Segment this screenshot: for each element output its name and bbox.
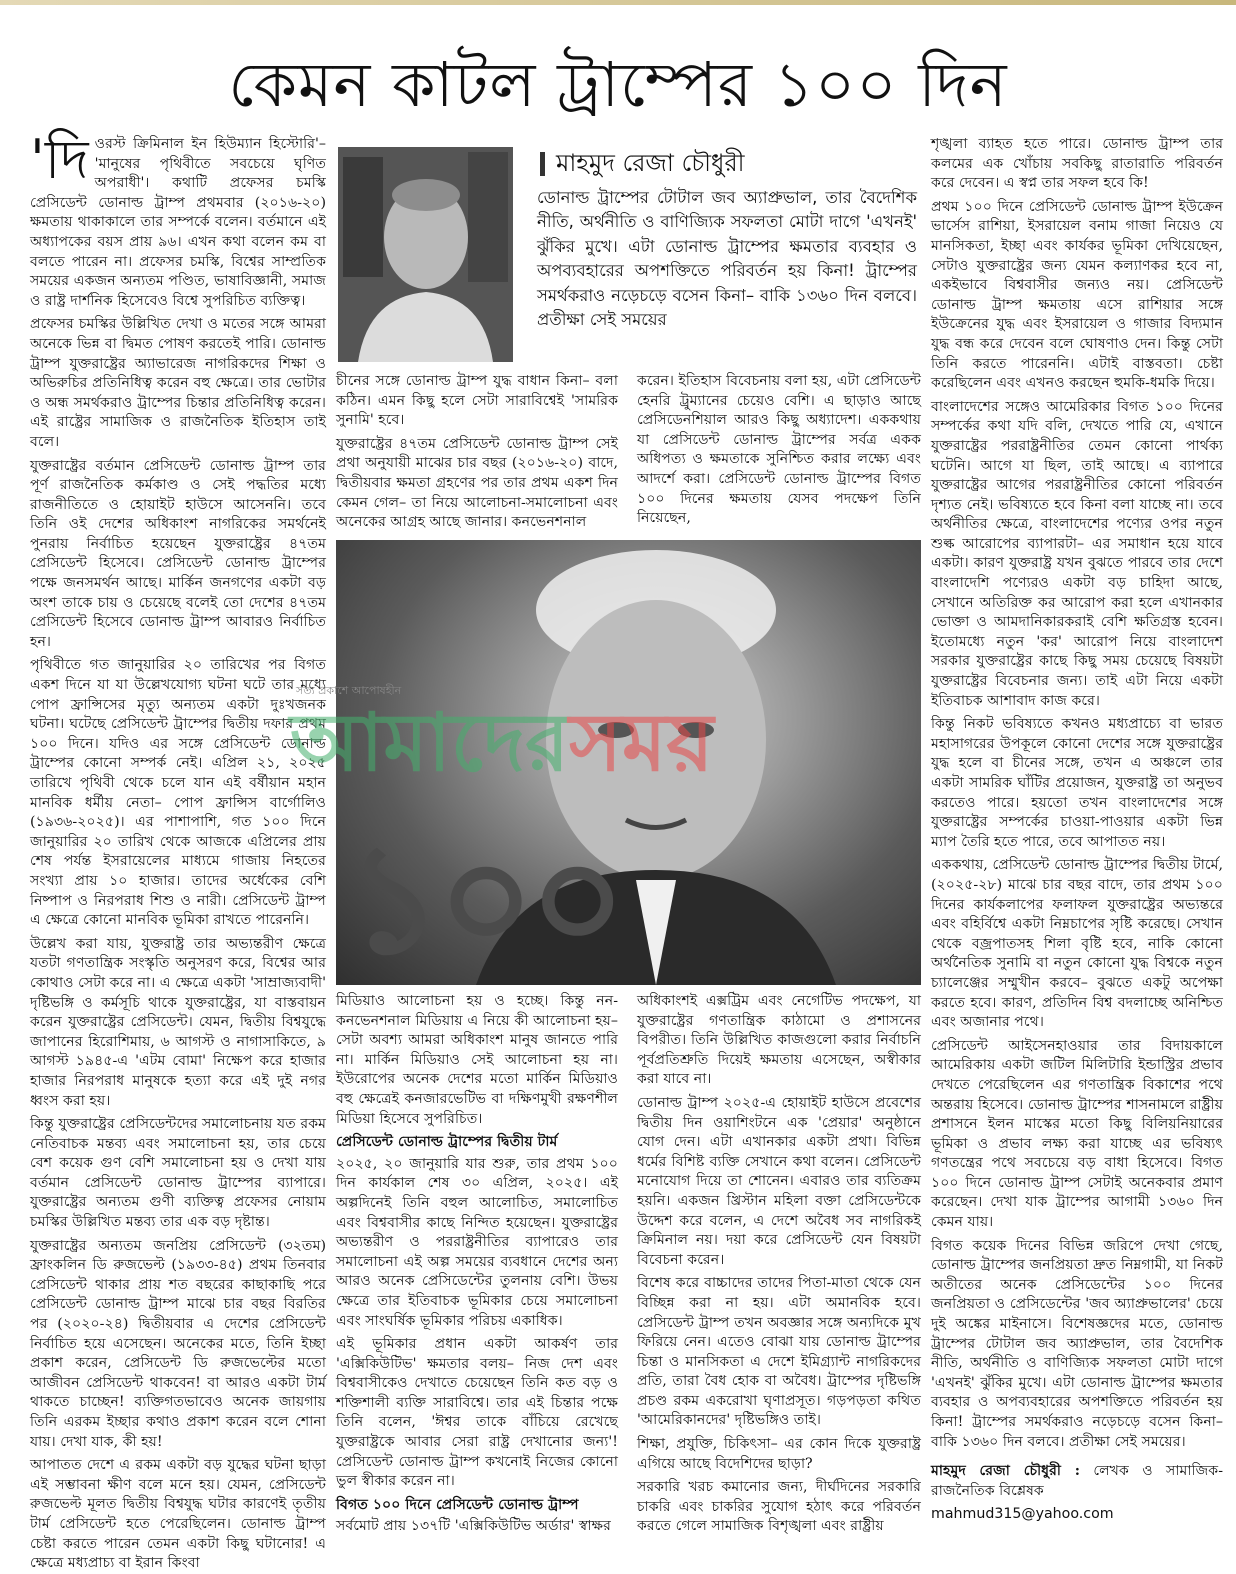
paragraph: বাংলাদেশের সঙ্গেও আমেরিকার বিগত ১০০ দিনের সম্পর্কের কথা যদি বলি, দেখতে পারি যে, এখানে যুক্তরাষ্ট্রের পররাষ্ট্রনীতির তেমন কোনো পার্থক্য ঘটেনি। আগে যা ছিল, তাই আছে। এ ব্যাপারে যুক্তরাষ্ট্রের আগের পররাষ্ট্রনীতির কোনো পরিবর্তন দৃশ্যত নেই। ভবিষ্যতে হবে কিনা বলা যাচ্ছে না। তবে অর্থনীতির ক্ষেত্রে, বাংলাদেশের পণ্যের ওপর নতুন শুল্ক আরোপের ব্যাপারটা– এর সমাধান হয়ে যাবে একটা। কারণ যুক্তরাষ্ট্র যখন বুঝতে পারবে তার দেশে বাংলাদেশি পণ্যেরও একটা বড় চাহিদা আছে, সেখানে অতিরিক্ত কর আরোপ করা হলে এখানকার ভোক্তা ও আমদানিকারকরাই বেশি ক্ষতিগ্রস্ত হবেন। ইতোমধ্যে নতুন 'কর' আরোপ নিয়ে বাংলাদেশ সরকার যুক্তরাষ্ট্রের কাছে কিছু সময় চেয়েছে বিষয়টা যুক্তরাষ্ট্রের বিবেচনার জন্য। তাই এটা নিয়ে একটা ইতিবাচক আশাবাদ কাজ করে। (931, 398, 1223, 709)
article-column-3-bottom (637, 992, 921, 1535)
paragraph: এককথায়, প্রেসিডেন্ট ডোনাল্ড ট্রাম্পের দ্বিতীয় টার্মে, (২০২৫-২৮) মাঝে চার বছর বাদে, তার প্রথম ১০০ দিনের কার্যকলাপের ফলাফল যুক্তরাষ্ট্রের অভ্যন্তরে এবং বহির্বিশ্বে একটা নিম্নচাপের সৃষ্টি করেছে। সেখান থেকে বজ্রপাতসহ শিলা বৃষ্টি হবে, নাকি কোনো অর্থনৈতিক সুনামি বা নতুন কোনো যুদ্ধ বিশ্বকে নতুন চ্যালেঞ্জের সম্মুখীন করবে– বুঝতে একটু অপেক্ষা করতে হবে। কারণ, প্রতিদিন বিশ্ব বদলাচ্ছে অনিশ্চিত এবং অজানার পথে। (931, 857, 1223, 1031)
paragraph: সরকারি খরচ কমানোর জন্য, দীর্ঘদিনের সরকারি চাকরি এবং চাকরির সুযোগ হঠাৎ করে পরিবর্তন করতে গেলে সামাজিক বিশৃঙ্খলা এবং রাষ্ট্রীয় (637, 1479, 921, 1535)
drop-cap: 'দি (30, 128, 89, 191)
paragraph: বিগত কয়েক দিনের বিভিন্ন জরিপে দেখা গেছে, ডোনাল্ড ট্রাম্পের জনপ্রিয়তা দ্রুত নিম্নগামী, যা নিকট অতীতের অনেক প্রেসিডেন্টের ১০০ দিনের জনপ্রিয়তা ও প্রেসিডেন্টের 'জব অ্যাপ্রুভালের' চেয়ে দুই অঙ্কের মাইনাসে। বিশেষজ্ঞদের মতে, ডোনাল্ড ট্রাম্পের টোটাল জব অ্যাপ্রুভাল, তার বৈদেশিক নীতি, অর্থনীতি ও বাণিজ্যিক সফলতা মোটা দাগে 'এখনই' ঝুঁকির মুখে। এটা ডোনাল্ড ট্রাম্পের ক্ষমতার ব্যবহার ও অপব্যবহারের অপশক্তিতে পরিবর্তন হয় কিনা! ট্রাম্পের সমর্থকরাও নড়েচড়ে বসেন কিনা– বাকি ১৩৬০ দিন বলবে। প্রতীক্ষা সেই সময়ের। (931, 1237, 1223, 1450)
top-rule (0, 0, 1236, 5)
author-photo (338, 147, 513, 362)
paragraph: কিন্তু যুক্তরাষ্ট্রের প্রেসিডেন্টদের সমালোচনায় যত রকম নেতিবাচক মন্তব্য এবং সমালোচনা হয়, তার চেয়ে বেশ কয়েক গুণ বেশি সমালোচনা হয় ও দেখা যায় বর্তমান প্রেসিডেন্ট ডোনাল্ড ট্রাম্পের ব্যাপারে। যুক্তরাষ্ট্রের অন্যতম গুণী ব্যক্তিত্ব প্রফেসর নোয়াম চমস্কির উল্লিখিত মন্তব্য তার এক বড় দৃষ্টান্ত। (30, 1116, 326, 1231)
paragraph: এই ভূমিকার প্রধান একটা আকর্ষণ তার 'এক্সিকিউটিভ' ক্ষমতার বলয়– নিজ দেশ এবং বিশ্ববাসীকেও দেখাতে চেয়েছেন তিনি কত বড় ও শক্তিশালী ব্যক্তি সারাবিশ্বে। তার এই চিন্তার পক্ষে তিনি বলেন, 'ঈশ্বর তাকে বাঁচিয়ে রেখেছে যুক্তরাষ্ট্রকে আবার সেরা রাষ্ট্র দেখানোর জন্য'! প্রেসিডেন্ট ডোনাল্ড ট্রাম্প কখনোই নিজের কোনো ভুল স্বীকার করেন না। (336, 1336, 618, 1490)
paragraph: কিন্তু নিকট ভবিষ্যতে কখনও মধ্যপ্রাচ্যে বা ভারত মহাসাগরের উপকূলে কোনো দেশের সঙ্গে যুক্তরাষ্ট্রের যুদ্ধ হলে বা চীনের সঙ্গে, তখন এ অঞ্চলে তার একটা সামরিক ঘাঁটির প্রয়োজন, যুক্তরাষ্ট্র তা অনুভব করতেও পারে। হয়তো তখন বাংলাদেশের সঙ্গে যুক্তরাষ্ট্রের সম্পর্কের চাওয়া-পাওয়ার একটা ভিন্ন ম্যাপ তৈরি হতে পারে, তবে আপাতত নয়। (931, 716, 1223, 850)
lead-paragraph: ডোনাল্ড ট্রাম্পের টোটাল জব অ্যাপ্রুভাল, তার বৈদেশিক নীতি, অর্থনীতি ও বাণিজ্যিক সফলতা মোটা দাগে 'এখনই' ঝুঁকির মুখে। এটা ডোনাল্ড ট্রাম্পের ক্ষমতার ব্যবহার ও অপব্যবহারের অপশক্তিতে পরিবর্তন হয় কিনা! ট্রাম্পের সমর্থকরাও নড়েচড়ে বসেন কিনা– বাকি ১৩৬০ দিন বলবে। প্রতীক্ষা সেই সময়ের (537, 188, 917, 330)
article-column-1 (30, 128, 326, 1572)
paragraph: মিডিয়াও আলোচনা হয় ও হচ্ছে। কিন্তু নন-কনভেনশনাল মিডিয়ায় এ নিয়ে কী আলোচনা হয়– সেটা অবশ্য আমরা অধিকাংশ মানুষ জানতে পারি না। মার্কিন মিডিয়াও সেই আলোচনা হয় না। ইউরোপের অনেক দেশের মতো মার্কিন মিডিয়াও বহু ক্ষেত্রেই কনজারভেটিভ বা দক্ষিণমুখী রক্ষণশীল মিডিয়া হিসেবে সুপরিচিত। (336, 993, 618, 1127)
article-column-3-top (637, 372, 921, 527)
paragraph: বিশেষ করে বাচ্চাদের তাদের পিতা-মাতা থেকে যেন বিচ্ছিন্ন করা না হয়। এটা অমানবিক হবে। প্রেসিডেন্ট ট্রাম্প তখন অবজ্ঞার সঙ্গে অন্যদিকে মুখ ফিরিয়ে নেন। এতেও বোঝা যায় ডোনাল্ড ট্রাম্পের চিন্তা ও মানসিকতা এ দেশে ইমিগ্র্যান্ট নাগরিকদের প্রতি, তারা বৈধ হোক বা অবৈধ। ট্রাম্পের দৃষ্টিভঙ্গি প্রচণ্ড রকম একরোখা ঘৃণাপ্রসূত। গড়পড়তা কথিত 'আমেরিকানদের' দৃষ্টিভঙ্গিও তাই। (637, 1275, 921, 1429)
paragraph: ২০২৫, ২০ জানুয়ারি যার শুরু, তার প্রথম ১০০ দিন কার্যকাল শেষ ৩০ এপ্রিল, ২০২৫। এই অল্পদিনেই তিনি বহুল আলোচিত, সমালোচিত এবং বিশ্ববাসীর কাছে নিন্দিত হয়েছেন। যুক্তরাষ্ট্রের অভ্যন্তরীণ ও পররাষ্ট্রনীতির ব্যাপারেও তার সমালোচনা এই অল্প সময়ের ব্যবধানে দেশের অন্য আরও অনেক প্রেসিডেন্টের তুলনায় বেশি। উভয় ক্ষেত্রে তার ইতিবাচক ভূমিকার চেয়ে সমালোচনা এবং সাংঘর্ষিক ভূমিকার পরিচয় একাধিক। (336, 1155, 618, 1329)
watermark-logo-part-2: সময় (569, 696, 714, 789)
paragraph: যুক্তরাষ্ট্রের অন্যতম জনপ্রিয় প্রেসিডেন্ট (৩২তম) ফ্রাংকলিন ডি রুজভেল্ট (১৯৩৩-৪৫) প্রথম তিনবার প্রেসিডেন্ট থাকার প্রায় শত বছরের কাছাকাছি পরে প্রেসিডেন্ট ডোনাল্ড ট্রাম্প মাঝে চার বছর বিরতির পর (২০২০-২৪) দ্বিতীয়বার এ দেশের প্রেসিডেন্ট নির্বাচিত হয়ে এসেছেন। অনেকের মতে, তিনি ইচ্ছা প্রকাশ করেন, প্রেসিডেন্ট ডি রুজভেল্টের মতো আজীবন প্রেসিডেন্ট থাকবেন! বা আরও একটা টার্ম থাকতে চাচ্ছেন! ব্যক্তিগতভাবেও অনেক জায়গায় তিনি এরকম ইচ্ছার কথাও প্রকাশ করেন বলে শোনা যায়। দেখা যাক, কী হয়! (30, 1237, 326, 1450)
paragraph: পৃথিবীতে গত জানুয়ারির ২০ তারিখের পর বিগত একশ দিনে যা যা উল্লেখযোগ্য ঘটনা ঘটে তার মধ্যে পোপ ফ্রান্সিসের মৃত্যু অন্যতম একটা দুঃখজনক ঘটনা। ঘটেছে প্রেসিডেন্ট ট্রাম্পের দ্বিতীয় দফার প্রথম ১০০ দিনে। যদিও এর সঙ্গে প্রেসিডেন্ট ডোনাল্ড ট্রাম্পের কোনো সম্পর্ক নেই। এপ্রিল ২১, ২০২৫ তারিখে পৃথিবী থেকে চলে যান এই বর্ষীয়ান মহান মানবিক ধর্মীয় নেতা– পোপ ফ্রান্সিস বার্গোলিও (১৯৩৬-২০২৫)। এর পাশাপাশি, গত ১০০ দিনে জানুয়ারির ২০ তারিখ থেকে আজকে এপ্রিলের প্রায় শেষ পর্যন্ত ইসরায়েলের মাধ্যমে গাজায় নিহতের সংখ্যা প্রায় ১০ হাজার। তাদের অর্ধেকের বেশি নিষ্পাপ ও নিরপরাধ শিশু ও নারী। প্রেসিডেন্ট ট্রাম্প এ ক্ষেত্রে কোনো মানবিক ভূমিকা রাখতে পারেননি। (30, 657, 326, 929)
trump-photo (336, 540, 921, 985)
article-column-4 (931, 135, 1223, 1523)
paragraph: উল্লেখ করা যায়, যুক্তরাষ্ট্র তার অভ্যন্তরীণ ক্ষেত্রে যতটা গণতান্ত্রিক সংস্কৃতি অনুসরণ করে, বিশ্বের আর কোথাও সেটা করে না। এ ক্ষেত্রে একটা 'সাম্রাজ্যবাদী' দৃষ্টিভঙ্গি ও কর্মসূচি থাকে যুক্তরাষ্ট্রের, যা বাস্তবায়ন করেন যুক্তরাষ্ট্রের প্রেসিডেন্ট। যেমন, দ্বিতীয় বিশ্বযুদ্ধে জাপানের হিরোশিমায়, ৬ আগস্ট ও নাগাসাকিতে, ৯ আগস্ট ১৯৪৫-এ 'এটম বোমা' নিক্ষেপ করে হাজার হাজার নিরপরাধ মানুষকে হত্যা করে এই দুই নগর ধ্বংস করা হয়। (30, 935, 326, 1109)
article-column-2-top (336, 372, 618, 531)
byline-description: লেখক ও সামাজিক-রাজনৈতিক বিশ্লেষক (931, 1463, 1223, 1499)
byline-name: মাহমুদ রেজা চৌধুরী : (931, 1463, 1080, 1480)
paragraph: আপাতত দেশে এ রকম একটা বড় যুদ্ধের ঘটনা ছাড়া এই সম্ভাবনা ক্ষীণ বলে মনে হয়। যেমন, প্রেসিডেন্ট রুজভেল্ট মূলত দ্বিতীয় বিশ্বযুদ্ধ ঘটার কারণেই তৃতীয় টার্ম প্রেসিডেন্ট হতে পেরেছিলেন। ডোনাল্ড ট্রাম্প চেষ্টা করতে পারেন তেমন একটা কিছু ঘটানোর! এ ক্ষেত্রে মধ্যপ্রাচ্য বা ইরান কিংবা (30, 1457, 326, 1572)
paragraph: অধিকাংশই এক্সট্রিম এবং নেগেটিভ পদক্ষেপ, যা যুক্তরাষ্ট্রের গণতান্ত্রিক কাঠামো ও প্রশাসনের বিপরীত। তিনি উল্লিখিত কাজগুলো করার নির্বাচনি পূর্বপ্রতিশ্রুতি দিয়েই ক্ষমতায় এসেছেন, অস্বীকার করা যাবে না। (637, 993, 921, 1088)
watermark-logo-part-1: আমাদের (290, 696, 570, 789)
author-name: মাহমুদ রেজা চৌধুরী (556, 149, 745, 177)
paragraph-text: ওরস্ট ক্রিমিনাল ইন হিউম্যান হিস্টোরি'– 'মানুষের পৃথিবীতে সবচেয়ে ঘৃণিত অপরাধী'। কথাটি প্রফেসর চমস্কি প্রেসিডেন্ট ডোনাল্ড ট্রাম্প প্রথমবার (২০১৬-২০) ক্ষমতায় থাকাকালে তার সম্পর্কে বলেন। বর্তমানে এই অধ্যাপকের বয়স প্রায় ৯৬। এখন কথা বলেন কম বা বলতে পারেন না। প্রফেসর চমস্কি, বিশ্বের সাম্প্রতিক সময়ের একজন অন্যতম পণ্ডিত, ভাষাবিজ্ঞানী, সমাজ ও রাষ্ট্র দার্শনিক হিসেবেও বিশ্বে সুপরিচিত ব্যক্তিত্ব। (30, 136, 326, 309)
author-accent-bar (540, 152, 545, 176)
paragraph: চীনের সঙ্গে ডোনাল্ড ট্রাম্প যুদ্ধ বাধান কিনা– বলা কঠিন। এমন কিছু হলে সেটা সারাবিশ্বেই 'সামরিক সুনামি' হবে। (336, 373, 618, 429)
paragraph: ডোনাল্ড ট্রাম্প ২০২৫-এ হোয়াইট হাউসে প্রবেশের দ্বিতীয় দিন ওয়াশিংটনে এক 'প্রেয়ার' অনুষ্ঠানে যোগ দেন। এটা এখানকার একটা প্রথা। বিভিন্ন ধর্মের বিশিষ্ট ব্যক্তি সেখানে কথা বলেন। প্রেসিডেন্ট মনোযোগ দিয়ে তা শোনেন। এবারও তার ব্যতিক্রম হয়নি। একজন খ্রিস্টান মহিলা বক্তা প্রেসিডেন্টকে উদ্দেশ করে বলেন, এ দেশে অবৈধ সব নাগরিকই ক্রিমিনাল নয়। দয়া করে প্রেসিডেন্ট যেন বিষয়টা বিবেচনা করেন। (637, 1094, 921, 1268)
article-column-2-bottom (336, 992, 618, 1535)
section-subheading: বিগত ১০০ দিনে প্রেসিডেন্ট ডোনাল্ড ট্রাম্প (336, 1496, 579, 1513)
paragraph: প্রফেসর চমস্কির উল্লিখিত দেখা ও মতের সঙ্গে আমরা অনেকে ভিন্ন বা দ্বিমত পোষণ করতেই পারি। ডোনাল্ড ট্রাম্প যুক্তরাষ্ট্রের অ্যাভারেজ নাগরিকদের শিক্ষা ও অভিরুচির প্রতিনিধিত্ব করেন বহু ক্ষেত্রে। তার ভোটার ও অন্ধ সমর্থকরাও ট্রাম্পের চিন্তার প্রতিনিধিত্ব করেন। এই রাষ্ট্রের সামাজিক ও রাজনৈতিক ইতিহাস তাই বলে। (30, 316, 326, 450)
author-email: mahmud315@yahoo.com (931, 1506, 1114, 1523)
paragraph: প্রেসিডেন্ট আইসেনহাওয়ার তার বিদায়কালে আমেরিকায় একটা জটিল মিলিটারি ইন্ডাস্ট্রির প্রভাব দেখতে পেরেছিলেন এর গণতান্ত্রিক বিকাশের পথে অন্তরায় হিসেবে। ডোনাল্ড ট্রাম্পের শাসনামলে রাষ্ট্রীয় প্রশাসনে ইলন মাস্কের মতো কিছু বিলিয়নিয়ারের ভূমিকা ও প্রভাব লক্ষ্য করা যাচ্ছে এর ভবিষ্যৎ গণতন্ত্রের পথে সবচেয়ে বড় বাধা হিসেবে। বিগত ১০০ দিনে ডোনাল্ড ট্রাম্প সেটাই অনেকবার প্রমাণ করেছেন। দেখা যাক ট্রাম্পের আগামী ১৩৬০ দিন কেমন যায়। (931, 1037, 1223, 1231)
paragraph: শৃঙ্খলা ব্যাহত হতে পারে। ডোনাল্ড ট্রাম্প তার কলমের এক খোঁচায় সবকিছু রাতারাতি পরিবর্তন করে দেবেন। এ স্বপ্ন তার সফল হবে কি! (931, 136, 1223, 192)
hundred-numeral: ১০০ (346, 813, 621, 987)
author-portrait-illustration (338, 147, 513, 362)
paragraph: শিক্ষা, প্রযুক্তি, চিকিৎসা– এর কোন দিকে যুক্তরাষ্ট্র এগিয়ে আছে বিদেশিদের ছাড়া? (637, 1436, 921, 1472)
page-title: কেমন কাটল ট্রাম্পের ১০০ দিন (228, 48, 1008, 121)
author-byline (931, 1462, 1223, 1501)
paragraph: প্রথম ১০০ দিনে প্রেসিডেন্ট ডোনাল্ড ট্রাম্প ইউক্রেন ভার্সেস রাশিয়া, ইসরায়েল বনাম গাজা নিয়েও যে মানসিকতা, ইচ্ছা এবং কার্যকর ভূমিকা দেখিয়েছেন, সেটাও যুক্তরাষ্ট্রের জন্য যেমন কল্যাণকর হবে না, একইভাবে বিশ্ববাসীর জন্যও নয়। প্রেসিডেন্ট ডোনাল্ড ট্রাম্প ক্ষমতায় এসে রাশিয়ার সঙ্গে ইউক্রেনের যুদ্ধ এবং ইসরায়েল ও গাজার বিদ্যমান যুদ্ধ বন্ধ করে দেবেন বলে ঘোষণাও দেন। কিন্তু সেটা তিনি করতে পারেননি। এটাই বাস্তবতা। চেষ্টা করেছিলেন এবং এখনও করছেন হুমকি-ধমকি দিয়ে। (931, 198, 1223, 392)
paragraph: সর্বমোট প্রায় ১৩৭টি 'এক্সিকিউটিভ অর্ডার' স্বাক্ষর (336, 1518, 611, 1535)
paragraph: যুক্তরাষ্ট্রের ৪৭তম প্রেসিডেন্ট ডোনাল্ড ট্রাম্প সেই প্রথা অনুযায়ী মাঝের চার বছর (২০১৬-২০) বাদে, দ্বিতীয়বার ক্ষমতা গ্রহণের পর তার প্রথম একশ দিন কেমন গেল– তা নিয়ে আলোচনা-সমালোচনা এবং অনেকের আগ্রহ আছে জানার। কনভেনশনাল (336, 435, 618, 531)
paragraph: যুক্তরাষ্ট্রের বর্তমান প্রেসিডেন্ট ডোনাল্ড ট্রাম্প তার পূর্ণ রাজনৈতিক কর্মকাণ্ড ও সেই পদ্ধতির মধ্যে রাজনীতিতে ও হোয়াইট হাউসে আসেননি। তবে তিনি ওই দেশের অধিকাংশ নাগরিকের সমর্থনেই পুনরায় নির্বাচিত হয়েছেন যুক্তরাষ্ট্রের ৪৭তম প্রেসিডেন্ট হিসেবে। প্রেসিডেন্ট ডোনাল্ড ট্রাম্পের পক্ষে জনসমর্থন আছে। মার্কিন জনগণের একটা বড় অংশ তাকে চায় ও চেয়েছে বলেই তো দেশের ৪৭তম প্রেসিডেন্ট হিসেবে ডোনাল্ড ট্রাম্প আবারও নির্বাচিত হন। (30, 457, 326, 650)
paragraph (30, 128, 326, 311)
watermark-tagline: সত্য প্রকাশে আপোষহীন (296, 684, 402, 697)
paragraph: করেন। ইতিহাস বিবেচনায় বলা হয়, এটা প্রেসিডেন্ট হেনরি ট্রুম্যানের চেয়েও বেশি। এ ছাড়াও আছে প্রেসিডেনশিয়াল আরও কিছু অধ্যাদেশ। এককথায় যা প্রেসিডেন্ট ডোনাল্ড ট্রাম্পের সর্বত্র একক অধিপত্য ও ক্ষমতাকে সুনিশ্চিত করার লক্ষ্যে এবং আদর্শে করা। প্রেসিডেন্ট ডোনাল্ড ট্রাম্পের বিগত ১০০ দিনের ক্ষমতায় যেসব পদক্ষেপ তিনি নিয়েছেন, (637, 373, 921, 527)
section-subheading: প্রেসিডেন্ট ডোনাল্ড ট্রাম্পের দ্বিতীয় টার্ম (336, 1134, 558, 1151)
